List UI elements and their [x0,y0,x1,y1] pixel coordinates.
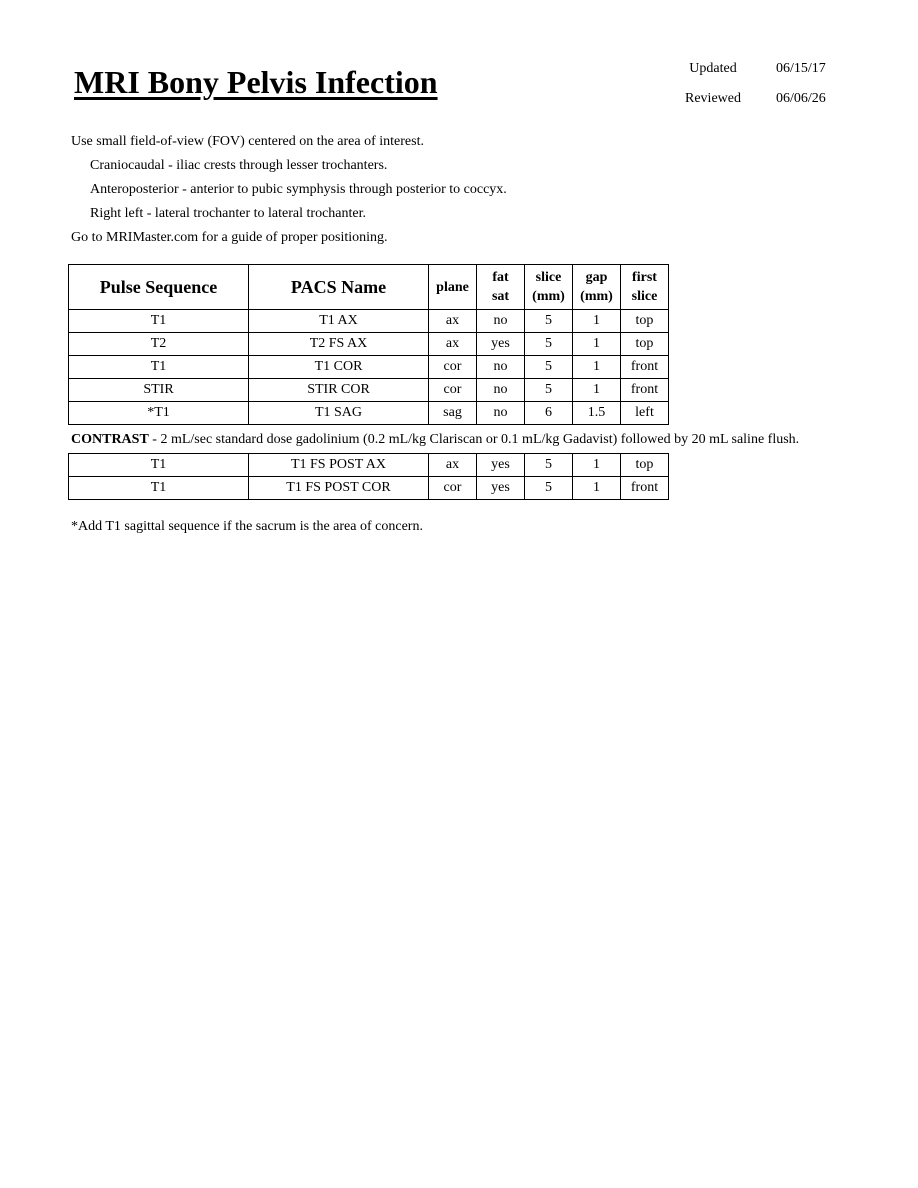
cell-first-slice: left [621,402,669,425]
cell-slice: 5 [525,454,573,477]
updated-label: Updated [689,61,737,76]
contrast-label: CONTRAST [71,432,149,447]
right-left-coverage: Right left - lateral trochanter to lateral trochanter. [90,206,366,221]
cell-slice: 5 [525,356,573,379]
table-row [69,402,669,425]
header-first-line2: slice [631,289,658,304]
cell-gap: 1 [573,356,621,379]
cell-first-slice: front [621,356,669,379]
cell-first-slice: front [621,379,669,402]
contrast-text: - 2 mL/sec standard dose gadolinium (0.2 mL/kg Clariscan or 0.1 mL/kg Gadavist) followed by 20 mL saline flush. [148,432,800,447]
cell-pulse-sequence: *T1 [69,402,249,425]
reviewed-date: 06/06/26 [776,91,826,106]
cell-plane: cor [429,379,477,402]
sequence-table [68,264,669,425]
header-slice-line2: (mm) [532,289,565,304]
post-contrast-table [68,453,669,500]
cell-plane: sag [429,402,477,425]
cell-gap: 1 [573,379,621,402]
cell-pulse-sequence: T1 [69,477,249,500]
cell-pulse-sequence: T1 [69,310,249,333]
table-row [69,333,669,356]
table-row [69,454,669,477]
cell-pacs-name: T1 COR [249,356,429,379]
sacrum-footnote: *Add T1 sagittal sequence if the sacrum is the area of concern. [71,519,423,534]
table-row [69,379,669,402]
header-fat-sat [477,265,525,310]
updated-date: 06/15/17 [776,61,826,76]
header-slice-mm [525,265,573,310]
cell-pulse-sequence: T2 [69,333,249,356]
cell-pacs-name: STIR COR [249,379,429,402]
cell-first-slice: top [621,333,669,356]
cell-pulse-sequence: T1 [69,356,249,379]
header-pulse-sequence: Pulse Sequence [69,265,249,310]
cell-gap: 1 [573,310,621,333]
page-title: MRI Bony Pelvis Infection [74,64,438,100]
header-fat-sat-line2: sat [491,289,510,304]
cell-plane: ax [429,310,477,333]
header-slice-line1: slice [535,270,562,285]
cell-fat-sat: no [477,379,525,402]
cell-fat-sat: yes [477,333,525,356]
header-gap-mm [573,265,621,310]
cell-pacs-name: T1 FS POST AX [249,454,429,477]
contrast-note [71,432,799,448]
cell-slice: 6 [525,402,573,425]
cell-fat-sat: no [477,310,525,333]
table-row [69,310,669,333]
header-pacs-name: PACS Name [249,265,429,310]
cell-pulse-sequence: T1 [69,454,249,477]
table-row [69,477,669,500]
cell-pacs-name: T1 SAG [249,402,429,425]
cell-first-slice: top [621,454,669,477]
fov-instruction: Use small field-of-view (FOV) centered on the area of interest. [71,134,424,149]
cell-gap: 1 [573,454,621,477]
header-gap-line2: (mm) [580,289,613,304]
table-header-row [69,265,669,310]
cell-plane: cor [429,356,477,379]
cell-plane: ax [429,333,477,356]
cell-gap: 1.5 [573,402,621,425]
cell-fat-sat: yes [477,454,525,477]
header-fat-sat-line1: fat [492,270,509,285]
cell-first-slice: top [621,310,669,333]
positioning-guide-note: Go to MRIMaster.com for a guide of proper positioning. [71,230,388,245]
cell-plane: cor [429,477,477,500]
header-first-line1: first [632,270,657,285]
cell-pacs-name: T1 AX [249,310,429,333]
header-gap-line1: gap [585,270,608,285]
cell-fat-sat: yes [477,477,525,500]
cell-slice: 5 [525,477,573,500]
craniocaudal-coverage: Craniocaudal - iliac crests through lesser trochanters. [90,158,388,173]
cell-pulse-sequence: STIR [69,379,249,402]
cell-plane: ax [429,454,477,477]
table-row [69,356,669,379]
cell-slice: 5 [525,379,573,402]
reviewed-label: Reviewed [685,91,741,106]
cell-gap: 1 [573,477,621,500]
cell-slice: 5 [525,333,573,356]
cell-pacs-name: T2 FS AX [249,333,429,356]
cell-pacs-name: T1 FS POST COR [249,477,429,500]
header-first-slice [621,265,669,310]
anteroposterior-coverage: Anteroposterior - anterior to pubic symphysis through posterior to coccyx. [90,182,507,197]
cell-fat-sat: no [477,402,525,425]
header-plane: plane [429,265,477,310]
cell-fat-sat: no [477,356,525,379]
cell-gap: 1 [573,333,621,356]
cell-slice: 5 [525,310,573,333]
cell-first-slice: front [621,477,669,500]
